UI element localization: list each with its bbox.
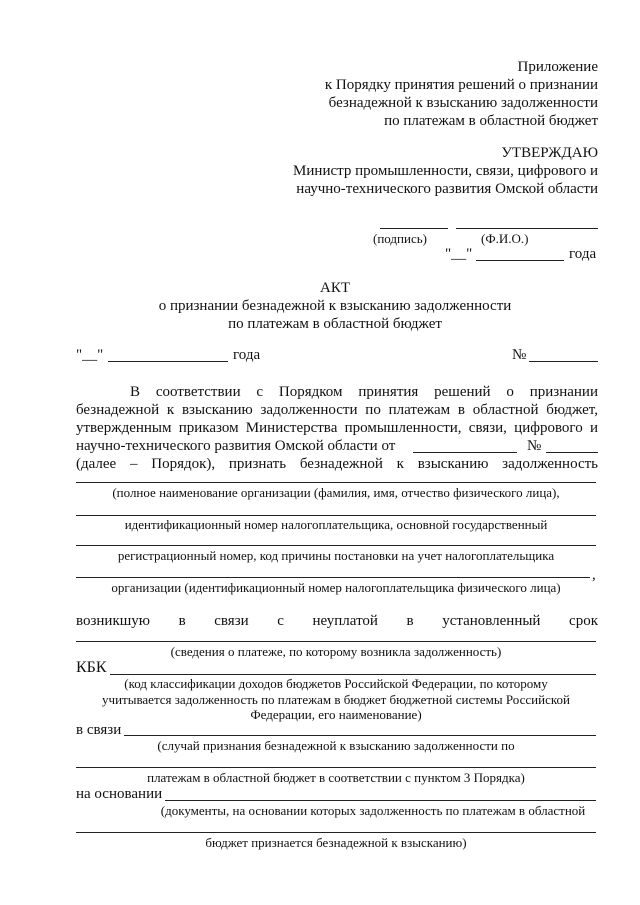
in-connection-label: в связи [76,722,122,738]
field-caption: (код классификации доходов бюджетов Российской Федерации, по которому [124,676,548,691]
act-date-year: года [233,347,261,363]
act-subtitle: по платежам в областной бюджет [228,316,442,332]
body-line: возникшую в связи с неуплатой в установленный срок [76,613,598,629]
signature-caption: (подпись) [373,231,427,246]
signature-line[interactable] [380,228,448,229]
field-caption: платежам в областной бюджет в соответствии с пунктом 3 Порядка) [147,770,525,785]
act-date-line[interactable] [108,361,228,362]
act-number-line[interactable] [529,361,598,362]
ogrn-line[interactable] [76,545,596,546]
body-line: утвержденным приказом Министерства промышленности, связи, цифрового и [76,420,598,436]
on-basis-label: на основании [76,786,163,802]
body-line: В соответствии с Порядком принятия решений о признании [130,384,598,400]
field-caption: (документы, на основании которых задолженность по платежам в областной [160,803,586,818]
body-line: безнадежной к взысканию задолженности по платежам в областной бюджет, [76,402,598,418]
case-line-2[interactable] [76,767,596,768]
organization-name-line[interactable] [76,482,596,483]
act-subtitle: о признании безнадежной к взысканию задолженности [158,298,512,314]
comma: , [592,567,596,583]
order-number-sign: № [527,438,542,454]
act-number-sign: № [512,347,527,363]
kpp-line[interactable] [76,577,590,578]
basis-line[interactable] [165,800,596,801]
approval-date-year: года [569,246,597,262]
field-caption: идентификационный номер налогоплательщика, основной государственный [124,517,548,532]
appendix-line: по платежам в областной бюджет [384,113,598,129]
approval-line: научно-технического развития Омской области [296,181,598,197]
approval-title: УТВЕРЖДАЮ [501,145,598,161]
field-caption: организации (идентификационный номер налогоплательщика физического лица) [111,580,561,595]
act-title: АКТ [320,280,350,296]
basis-line-2[interactable] [76,832,596,833]
approval-date-line[interactable] [476,260,564,261]
body-line: (далее – Порядок), признать безнадежной к взысканию задолженность [76,456,598,472]
field-caption: учитывается задолженность по платежам в бюджет бюджетной системы Российской [102,692,570,707]
case-line[interactable] [124,735,596,736]
field-caption: (случай признания безнадежной к взысканию задолженности по [157,738,515,753]
order-number-line[interactable] [546,452,598,453]
fio-line[interactable] [456,228,598,229]
act-date-quote: "__" [76,347,104,363]
kbk-line[interactable] [110,674,596,675]
body-line: научно-технического развития Омской области от [76,438,396,454]
field-caption: бюджет признается безнадежной к взысканию) [205,835,467,850]
field-caption: Федерации, его наименование) [250,707,422,722]
fio-caption: (Ф.И.О.) [481,231,529,246]
appendix-line: к Порядку принятия решений о признании [324,77,598,93]
field-caption: (сведения о платеже, по которому возникла задолженность) [170,644,502,659]
field-caption: регистрационный номер, код причины постановки на учет налогоплательщика [117,548,555,563]
appendix-title: Приложение [517,59,598,75]
approval-line: Министр промышленности, связи, цифрового и [293,163,598,179]
approval-date-quote: "__" [445,246,473,262]
kbk-label: КБК [76,659,107,676]
approval-block [198,144,598,198]
appendix-block [198,58,598,130]
payment-info-line[interactable] [76,641,596,642]
field-caption: (полное наименование организации (фамилия, имя, отчество физического лица), [112,485,560,500]
order-date-line[interactable] [413,452,517,453]
appendix-line: безнадежной к взысканию задолженности [328,95,598,111]
inn-line[interactable] [76,515,596,516]
